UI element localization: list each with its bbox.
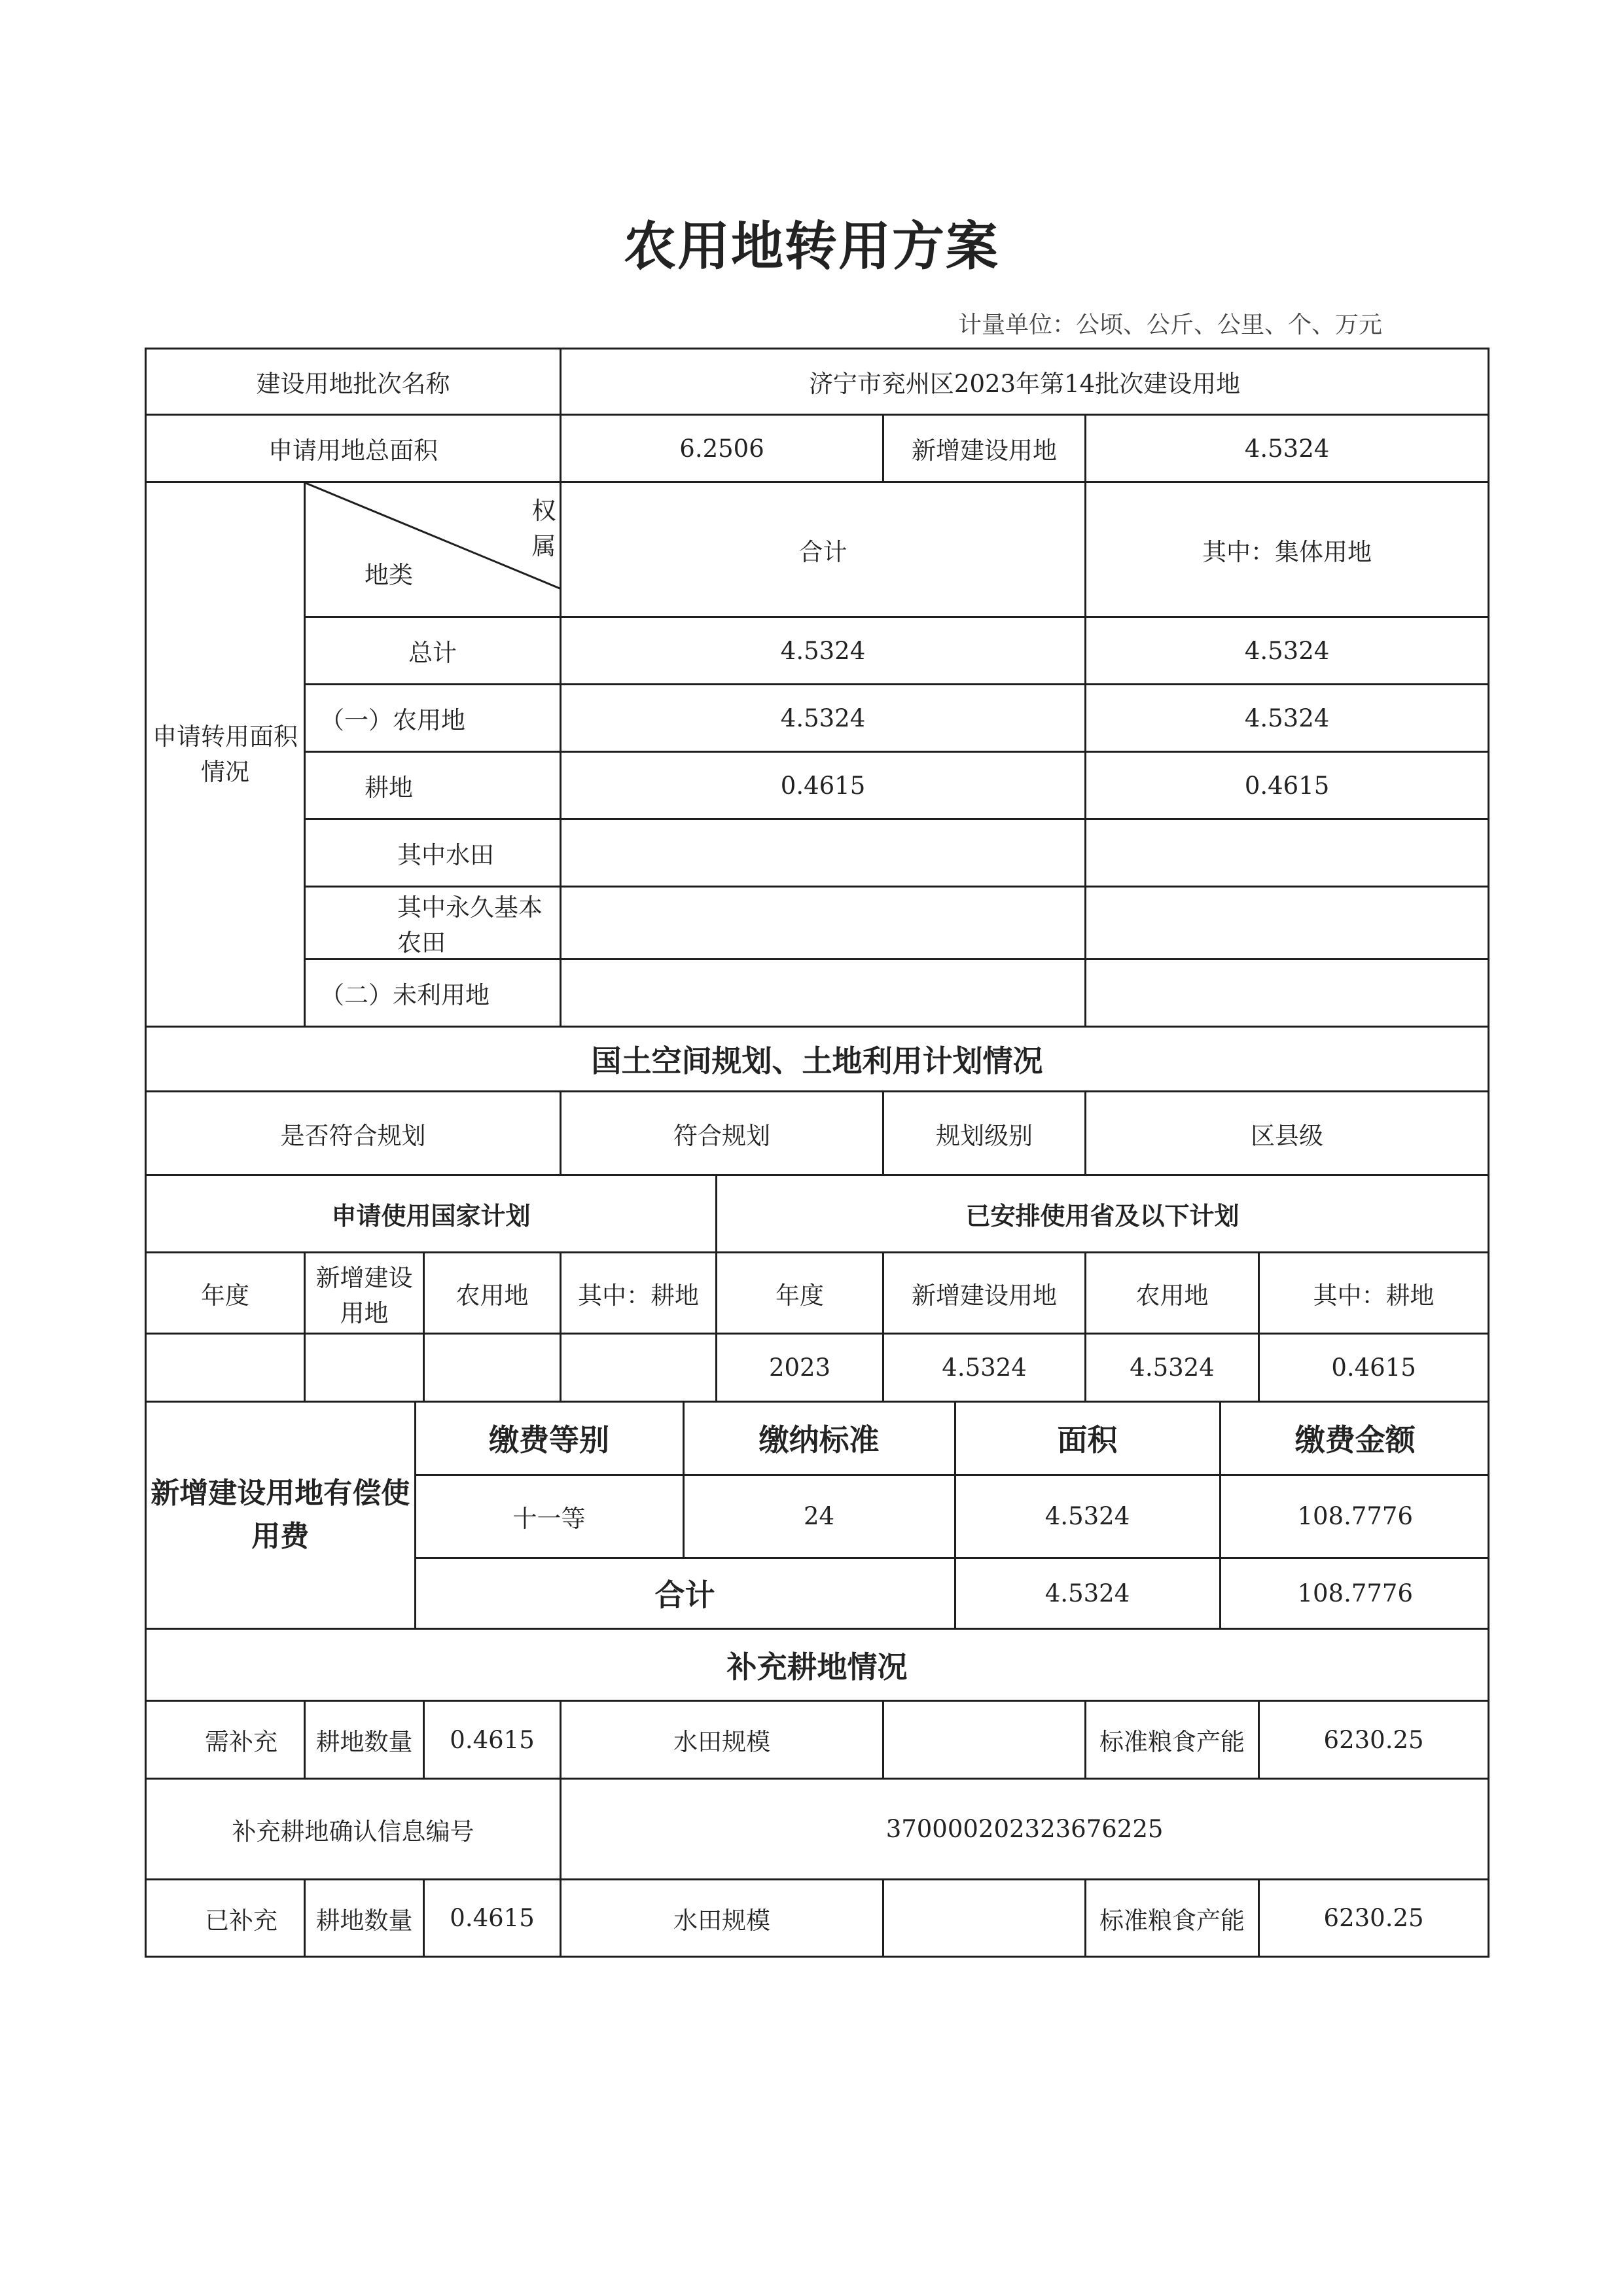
fee-sum-area: 4.5324 <box>955 1558 1220 1628</box>
national-plan-header: 申请使用国家计划 <box>146 1175 717 1253</box>
plan-value-cell <box>146 1334 305 1402</box>
fee-header: 缴纳标准 <box>683 1403 955 1475</box>
done-grain-value: 6230.25 <box>1259 1880 1489 1957</box>
row-total: 0.4615 <box>561 752 1086 819</box>
fee-area: 4.5324 <box>955 1475 1220 1558</box>
need-grain-value: 6230.25 <box>1259 1701 1489 1779</box>
planning-section-title: 国土空间规划、土地利用计划情况 <box>146 1027 1489 1092</box>
row-label: 其中水田 <box>305 819 561 887</box>
row-label: （二）未利用地 <box>305 960 561 1027</box>
row-collective: 4.5324 <box>1086 617 1489 685</box>
fee-standard: 24 <box>683 1475 955 1558</box>
plan-value-cell <box>424 1334 561 1402</box>
row-label: 其中永久基本农田 <box>305 887 561 960</box>
plan-header-cell: 农用地 <box>1086 1253 1259 1334</box>
conform-value: 符合规划 <box>561 1092 883 1175</box>
confirm-value: 370000202323676225 <box>561 1779 1489 1880</box>
supplement-section-title: 补充耕地情况 <box>146 1629 1489 1701</box>
conform-label: 是否符合规划 <box>146 1092 561 1175</box>
plan-header-cell: 农用地 <box>424 1253 561 1334</box>
fee-sum-amount: 108.7776 <box>1220 1558 1489 1628</box>
unit-note: 计量单位：公顷、公斤、公里、个、万元 <box>957 312 1382 338</box>
row-total <box>561 887 1086 960</box>
fee-grade: 十一等 <box>415 1475 683 1558</box>
row-total <box>561 819 1086 887</box>
plan-header-cell: 其中：耕地 <box>1259 1253 1489 1334</box>
fee-header: 缴费金额 <box>1220 1403 1489 1475</box>
plan-value-cell: 2023 <box>717 1334 883 1402</box>
row-collective: 4.5324 <box>1086 685 1489 752</box>
row-total <box>561 960 1086 1027</box>
level-value: 区县级 <box>1086 1092 1489 1175</box>
row-collective <box>1086 819 1489 887</box>
plan-value-cell <box>305 1334 424 1402</box>
provincial-plan-header: 已安排使用省及以下计划 <box>717 1175 1489 1253</box>
total-area-value: 6.2506 <box>561 415 883 482</box>
confirm-label: 补充耕地确认信息编号 <box>146 1779 561 1880</box>
new-construction-value: 4.5324 <box>1086 415 1489 482</box>
fee-table <box>147 1403 1489 1628</box>
done-qty-label: 耕地数量 <box>305 1880 424 1957</box>
plan-header-cell: 其中：耕地 <box>561 1253 717 1334</box>
plan-value-cell <box>561 1334 717 1402</box>
plan-value-cell: 4.5324 <box>1086 1334 1259 1402</box>
done-paddy-label: 水田规模 <box>561 1880 883 1957</box>
fee-header: 面积 <box>955 1403 1220 1475</box>
col-total-header: 合计 <box>561 482 1086 617</box>
plan-value-cell: 0.4615 <box>1259 1334 1489 1402</box>
new-construction-label: 新增建设用地 <box>883 415 1086 482</box>
total-area-label: 申请用地总面积 <box>146 415 561 482</box>
level-label: 规划级别 <box>883 1092 1086 1175</box>
document-title: 农用地转用方案 <box>624 215 999 277</box>
need-grain-label: 标准粮食产能 <box>1086 1701 1259 1779</box>
conversion-plan-table <box>145 348 1489 1958</box>
row-collective <box>1086 960 1489 1027</box>
plan-value-cell: 4.5324 <box>883 1334 1086 1402</box>
fee-header: 缴费等别 <box>415 1403 683 1475</box>
need-paddy-label: 水田规模 <box>561 1701 883 1779</box>
plan-header-cell: 年度 <box>146 1253 305 1334</box>
row-label: 耕地 <box>305 752 561 819</box>
need-qty-value: 0.4615 <box>424 1701 561 1779</box>
conversion-side-label: 申请转用面积情况 <box>146 482 305 1027</box>
done-paddy-value <box>883 1880 1086 1957</box>
diagonal-line <box>306 483 561 617</box>
need-paddy-value <box>883 1701 1086 1779</box>
done-grain-label: 标准粮食产能 <box>1086 1880 1259 1957</box>
row-total: 4.5324 <box>561 617 1086 685</box>
row-label: 总计 <box>305 617 561 685</box>
fee-amount: 108.7776 <box>1220 1475 1489 1558</box>
row-total: 4.5324 <box>561 685 1086 752</box>
done-qty-value: 0.4615 <box>424 1880 561 1957</box>
batch-name-value: 济宁市兖州区2023年第14批次建设用地 <box>561 349 1489 415</box>
plan-header-cell: 新增建设用地 <box>883 1253 1086 1334</box>
plan-header-cell: 新增建设用地 <box>305 1253 424 1334</box>
fee-sum-label: 合计 <box>415 1558 955 1628</box>
category-header: 地类 <box>365 561 413 589</box>
diagonal-header-cell <box>305 482 561 617</box>
need-qty-label: 耕地数量 <box>305 1701 424 1779</box>
col-collective-header: 其中：集体用地 <box>1086 482 1489 617</box>
row-label: （一）农用地 <box>305 685 561 752</box>
fee-label: 新增建设用地有偿使用费 <box>147 1403 415 1628</box>
done-label: 已补充 <box>146 1880 305 1957</box>
row-collective <box>1086 887 1489 960</box>
batch-name-label: 建设用地批次名称 <box>146 349 561 415</box>
plan-header-cell: 年度 <box>717 1253 883 1334</box>
row-collective: 0.4615 <box>1086 752 1489 819</box>
need-label: 需补充 <box>146 1701 305 1779</box>
fee-section <box>146 1402 1489 1629</box>
owner-header: 权属 <box>531 497 556 560</box>
